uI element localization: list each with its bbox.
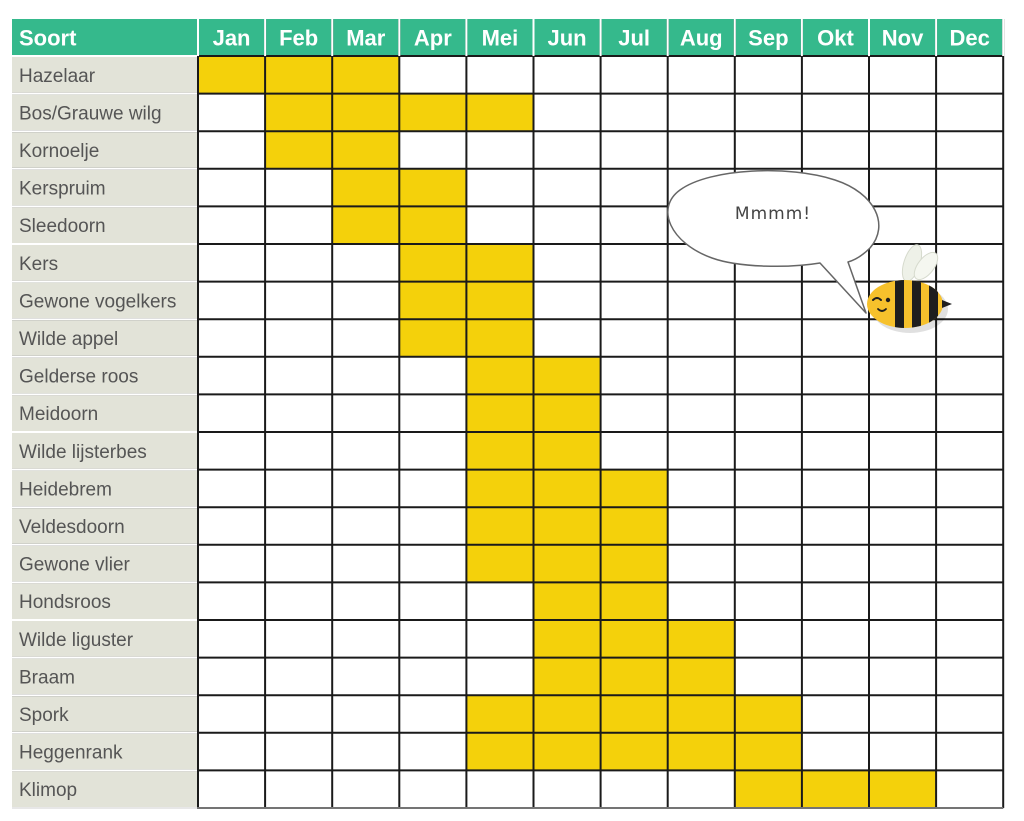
- empty-cell: [534, 169, 601, 207]
- bloom-cell: [534, 470, 601, 508]
- empty-cell: [198, 770, 265, 808]
- empty-cell: [869, 733, 936, 771]
- empty-cell: [332, 620, 399, 658]
- empty-cell: [534, 244, 601, 282]
- empty-cell: [265, 357, 332, 395]
- empty-cell: [198, 507, 265, 545]
- empty-cell: [399, 357, 466, 395]
- bloom-cell: [735, 695, 802, 733]
- empty-cell: [466, 582, 533, 620]
- empty-cell: [802, 582, 869, 620]
- species-name: Meidoorn: [19, 404, 99, 426]
- month-label-jun: Jun: [547, 25, 587, 51]
- empty-cell: [735, 545, 802, 583]
- empty-cell: [332, 357, 399, 395]
- species-name: Wilde lijsterbes: [19, 441, 147, 463]
- empty-cell: [735, 357, 802, 395]
- empty-cell: [198, 432, 265, 470]
- bloom-cell: [601, 620, 668, 658]
- empty-cell: [265, 394, 332, 432]
- species-name: Kerspruim: [19, 178, 106, 200]
- bloom-cell: [735, 733, 802, 771]
- empty-cell: [601, 94, 668, 132]
- species-name: Veldesdoorn: [19, 517, 125, 538]
- bloom-cell: [534, 545, 601, 583]
- empty-cell: [198, 282, 265, 320]
- empty-cell: [735, 56, 802, 94]
- empty-cell: [802, 432, 869, 470]
- bloom-cell: [601, 582, 668, 620]
- month-label-sep: Sep: [748, 25, 789, 51]
- species-name: Hondsroos: [19, 592, 111, 614]
- empty-cell: [466, 658, 533, 696]
- empty-cell: [668, 545, 735, 583]
- species-name: Klimop: [19, 780, 78, 802]
- empty-cell: [936, 658, 1003, 696]
- empty-cell: [534, 770, 601, 808]
- empty-cell: [534, 94, 601, 132]
- bloom-cell: [534, 582, 601, 620]
- species-name: Gelderse roos: [19, 366, 139, 388]
- empty-cell: [399, 695, 466, 733]
- empty-cell: [198, 733, 265, 771]
- empty-cell: [735, 282, 802, 320]
- empty-cell: [466, 770, 533, 808]
- empty-cell: [332, 582, 399, 620]
- bloom-cell: [735, 770, 802, 808]
- month-label-feb: Feb: [279, 25, 319, 51]
- bloom-cell: [399, 206, 466, 244]
- empty-cell: [265, 282, 332, 320]
- empty-cell: [668, 282, 735, 320]
- empty-cell: [936, 206, 1003, 244]
- empty-cell: [802, 56, 869, 94]
- empty-cell: [198, 620, 265, 658]
- empty-cell: [332, 770, 399, 808]
- empty-cell: [735, 432, 802, 470]
- empty-cell: [265, 169, 332, 207]
- month-label-nov: Nov: [881, 25, 924, 51]
- month-label-aug: Aug: [679, 25, 723, 51]
- bloom-cell: [399, 282, 466, 320]
- empty-cell: [601, 56, 668, 94]
- bubble-text: Mmmm!: [734, 204, 812, 224]
- species-name: Sleedoorn: [19, 216, 106, 238]
- empty-cell: [265, 582, 332, 620]
- species-name: Heidebrem: [19, 479, 112, 501]
- bloom-cell: [601, 507, 668, 545]
- bloom-cell: [601, 695, 668, 733]
- bloom-cell: [601, 470, 668, 508]
- empty-cell: [869, 131, 936, 169]
- bloom-cell: [534, 658, 601, 696]
- empty-cell: [399, 470, 466, 508]
- empty-cell: [198, 206, 265, 244]
- empty-cell: [668, 357, 735, 395]
- empty-cell: [802, 94, 869, 132]
- empty-cell: [466, 620, 533, 658]
- empty-cell: [936, 244, 1003, 282]
- empty-cell: [399, 131, 466, 169]
- empty-cell: [869, 94, 936, 132]
- empty-cell: [198, 582, 265, 620]
- empty-cell: [936, 470, 1003, 508]
- empty-cell: [802, 507, 869, 545]
- species-name: Hazelaar: [19, 65, 96, 87]
- bloom-cell: [466, 244, 533, 282]
- empty-cell: [198, 394, 265, 432]
- bloom-cell: [265, 131, 332, 169]
- empty-cell: [332, 282, 399, 320]
- bloom-cell: [802, 770, 869, 808]
- empty-cell: [265, 432, 332, 470]
- bloom-cell: [466, 94, 533, 132]
- month-label-mei: Mei: [481, 25, 519, 51]
- bloom-cell: [399, 319, 466, 357]
- empty-cell: [601, 131, 668, 169]
- bloom-cell: [601, 733, 668, 771]
- bloom-cell: [332, 94, 399, 132]
- empty-cell: [601, 244, 668, 282]
- species-name: Gewone vogelkers: [19, 291, 177, 313]
- empty-cell: [735, 319, 802, 357]
- species-name: Spork: [19, 705, 69, 726]
- empty-cell: [735, 658, 802, 696]
- empty-cell: [869, 169, 936, 207]
- species-name: Kers: [19, 253, 59, 275]
- bloom-cell: [265, 94, 332, 132]
- empty-cell: [399, 507, 466, 545]
- species-name: Braam: [19, 667, 75, 689]
- cell-layer: [12, 19, 1003, 808]
- bloom-cell: [601, 658, 668, 696]
- bloom-cell: [466, 470, 533, 508]
- empty-cell: [466, 131, 533, 169]
- month-label-okt: Okt: [817, 25, 854, 51]
- empty-cell: [668, 394, 735, 432]
- empty-cell: [802, 394, 869, 432]
- empty-cell: [399, 658, 466, 696]
- bloom-cell: [668, 620, 735, 658]
- empty-cell: [265, 470, 332, 508]
- empty-cell: [802, 470, 869, 508]
- empty-cell: [198, 658, 265, 696]
- empty-cell: [399, 56, 466, 94]
- empty-cell: [936, 582, 1003, 620]
- empty-cell: [198, 169, 265, 207]
- empty-cell: [265, 244, 332, 282]
- bloom-cell: [601, 545, 668, 583]
- empty-cell: [265, 545, 332, 583]
- empty-cell: [802, 733, 869, 771]
- empty-cell: [601, 770, 668, 808]
- empty-cell: [332, 432, 399, 470]
- empty-cell: [668, 470, 735, 508]
- empty-cell: [869, 695, 936, 733]
- bloom-cell: [332, 131, 399, 169]
- empty-cell: [332, 244, 399, 282]
- empty-cell: [668, 770, 735, 808]
- bloom-cell: [332, 206, 399, 244]
- empty-cell: [466, 169, 533, 207]
- empty-cell: [601, 357, 668, 395]
- bloom-cell: [466, 394, 533, 432]
- empty-cell: [869, 507, 936, 545]
- empty-cell: [936, 357, 1003, 395]
- empty-cell: [735, 394, 802, 432]
- species-name: Kornoelje: [19, 141, 100, 162]
- empty-cell: [198, 131, 265, 169]
- bloom-cell: [265, 56, 332, 94]
- empty-cell: [265, 206, 332, 244]
- empty-cell: [936, 770, 1003, 808]
- empty-cell: [332, 394, 399, 432]
- empty-cell: [466, 206, 533, 244]
- month-label-jul: Jul: [618, 25, 651, 51]
- empty-cell: [332, 733, 399, 771]
- empty-cell: [198, 94, 265, 132]
- bloom-cell: [466, 507, 533, 545]
- empty-cell: [735, 620, 802, 658]
- empty-cell: [265, 620, 332, 658]
- month-label-apr: Apr: [413, 25, 452, 51]
- empty-cell: [735, 582, 802, 620]
- bloom-cell: [466, 319, 533, 357]
- bloom-cell: [534, 695, 601, 733]
- empty-cell: [735, 94, 802, 132]
- empty-cell: [601, 319, 668, 357]
- empty-cell: [802, 131, 869, 169]
- empty-cell: [399, 620, 466, 658]
- empty-cell: [265, 770, 332, 808]
- empty-cell: [198, 244, 265, 282]
- empty-cell: [668, 582, 735, 620]
- empty-cell: [869, 545, 936, 583]
- empty-cell: [601, 432, 668, 470]
- empty-cell: [198, 470, 265, 508]
- bloom-cell: [466, 545, 533, 583]
- bloom-cell: [198, 56, 265, 94]
- bloom-cell: [534, 357, 601, 395]
- empty-cell: [265, 695, 332, 733]
- empty-cell: [668, 94, 735, 132]
- bloom-cell: [466, 733, 533, 771]
- empty-cell: [399, 432, 466, 470]
- empty-cell: [936, 507, 1003, 545]
- empty-cell: [869, 432, 936, 470]
- empty-cell: [735, 507, 802, 545]
- empty-cell: [534, 282, 601, 320]
- empty-cell: [534, 319, 601, 357]
- empty-cell: [265, 733, 332, 771]
- empty-cell: [668, 432, 735, 470]
- empty-cell: [936, 94, 1003, 132]
- empty-cell: [601, 169, 668, 207]
- bloom-cell: [869, 770, 936, 808]
- bloom-cell: [466, 695, 533, 733]
- species-name: Wilde liguster: [19, 629, 134, 651]
- empty-cell: [936, 620, 1003, 658]
- empty-cell: [534, 206, 601, 244]
- empty-cell: [869, 620, 936, 658]
- empty-cell: [802, 695, 869, 733]
- empty-cell: [399, 394, 466, 432]
- empty-cell: [601, 394, 668, 432]
- bloom-cell: [668, 658, 735, 696]
- empty-cell: [332, 695, 399, 733]
- empty-cell: [198, 319, 265, 357]
- bloom-cell: [534, 733, 601, 771]
- empty-cell: [332, 545, 399, 583]
- empty-cell: [802, 319, 869, 357]
- empty-cell: [869, 658, 936, 696]
- species-name: Wilde appel: [19, 329, 119, 350]
- empty-cell: [198, 545, 265, 583]
- empty-cell: [802, 658, 869, 696]
- bloom-cell: [466, 357, 533, 395]
- empty-cell: [332, 507, 399, 545]
- empty-cell: [869, 470, 936, 508]
- bloom-cell: [399, 169, 466, 207]
- bloom-cell: [332, 169, 399, 207]
- empty-cell: [601, 282, 668, 320]
- empty-cell: [802, 357, 869, 395]
- empty-cell: [534, 56, 601, 94]
- empty-cell: [802, 620, 869, 658]
- empty-cell: [399, 582, 466, 620]
- bloom-cell: [534, 432, 601, 470]
- empty-cell: [936, 432, 1003, 470]
- empty-cell: [332, 470, 399, 508]
- month-label-jan: Jan: [212, 25, 251, 51]
- empty-cell: [802, 545, 869, 583]
- empty-cell: [265, 507, 332, 545]
- empty-cell: [399, 545, 466, 583]
- empty-cell: [198, 695, 265, 733]
- empty-cell: [466, 56, 533, 94]
- empty-cell: [936, 56, 1003, 94]
- empty-cell: [668, 131, 735, 169]
- bloom-cell: [466, 282, 533, 320]
- bloom-cell: [668, 695, 735, 733]
- empty-cell: [936, 545, 1003, 583]
- empty-cell: [265, 658, 332, 696]
- bloom-cell: [534, 394, 601, 432]
- empty-cell: [936, 131, 1003, 169]
- bloom-cell: [534, 620, 601, 658]
- empty-cell: [534, 131, 601, 169]
- empty-cell: [399, 733, 466, 771]
- empty-cell: [869, 582, 936, 620]
- bee-eye: [886, 298, 890, 302]
- empty-cell: [869, 394, 936, 432]
- bloom-cell: [332, 56, 399, 94]
- empty-cell: [668, 56, 735, 94]
- species-name: Gewone vlier: [19, 554, 130, 576]
- empty-cell: [936, 169, 1003, 207]
- header-label: Soort: [19, 25, 77, 51]
- empty-cell: [332, 658, 399, 696]
- bloom-cell: [399, 244, 466, 282]
- bloom-cell: [668, 733, 735, 771]
- month-label-mar: Mar: [346, 25, 386, 51]
- empty-cell: [198, 357, 265, 395]
- empty-cell: [936, 319, 1003, 357]
- bloom-cell: [534, 507, 601, 545]
- empty-cell: [869, 56, 936, 94]
- empty-cell: [936, 733, 1003, 771]
- empty-cell: [936, 695, 1003, 733]
- empty-cell: [265, 319, 332, 357]
- empty-cell: [332, 319, 399, 357]
- species-name: Bos/Grauwe wilg: [19, 103, 162, 125]
- species-name: Heggenrank: [19, 742, 123, 764]
- bloom-cell: [399, 94, 466, 132]
- empty-cell: [601, 206, 668, 244]
- empty-cell: [936, 394, 1003, 432]
- bee-stripe-1: [895, 276, 904, 336]
- empty-cell: [668, 507, 735, 545]
- empty-cell: [735, 470, 802, 508]
- month-label-dec: Dec: [949, 25, 990, 51]
- empty-cell: [399, 770, 466, 808]
- empty-cell: [869, 357, 936, 395]
- bloom-cell: [466, 432, 533, 470]
- empty-cell: [735, 131, 802, 169]
- empty-cell: [668, 319, 735, 357]
